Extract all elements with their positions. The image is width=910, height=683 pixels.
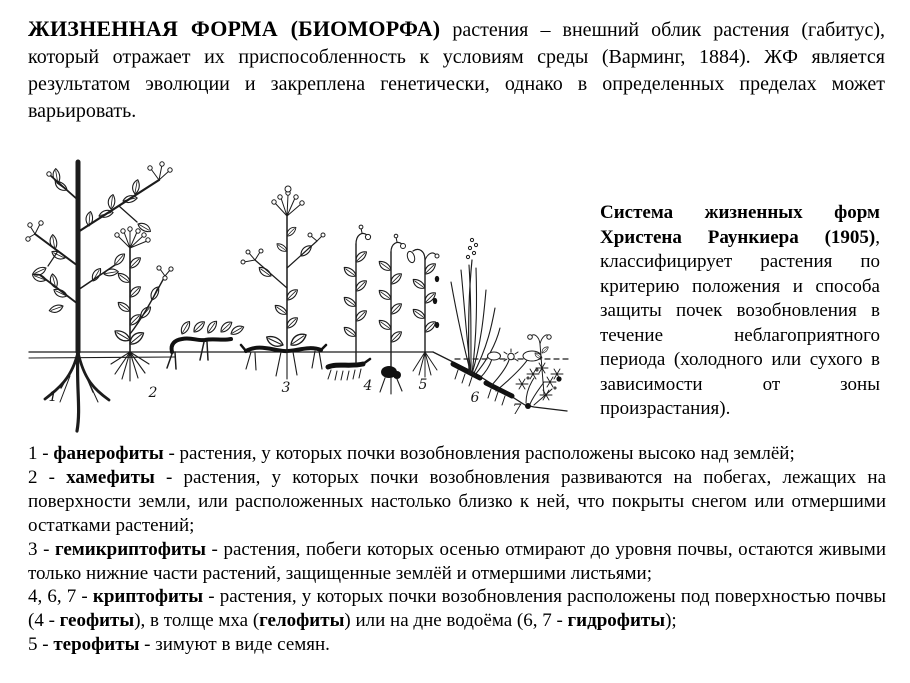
- raunkiaer-system-note: Система жизненных форм Христена Раункиера (1905), классифицирует растения по критерию положения и способа защиты почек возобновления в течение неблагоприятного периода (холодного или сухого в зависимости от зоны произрастания).: [600, 202, 880, 419]
- figure-label-3: 3: [281, 380, 291, 396]
- life-forms-drawing: [25, 148, 585, 440]
- plant-7-hydrophyte-submerged: [516, 335, 563, 405]
- legend-item-therophytes: 5 - терофиты - зимуют в виде семян.: [28, 634, 330, 656]
- water-flower: [508, 353, 514, 359]
- seed-dot: [433, 298, 437, 304]
- raunkiaer-life-forms-figure: [25, 148, 585, 440]
- life-forms-legend: [28, 442, 886, 657]
- legend-item-cryptophytes: 4, 6, 7 - криптофиты - растения, у которых почки возобновления расположены под поверхностью почвы (4 - геофиты), в толще мха (гелофиты) или на дне водоёма (6, 7 - гидрофиты);: [28, 586, 886, 632]
- figure-number-labels: [49, 377, 522, 418]
- plant-5-therophyte: [406, 249, 439, 377]
- plant-4-geophyte-rhizome: [328, 225, 371, 380]
- legend-item-phanerophytes: 1 - фанерофиты - растения, у которых почки возобновления расположены высоко над землёй;: [28, 443, 795, 464]
- plant-2-chamaephyte: [111, 227, 173, 381]
- figure-label-1: 1: [48, 389, 58, 405]
- floating-leaf: [523, 351, 541, 361]
- figure-label-6: 6: [470, 390, 480, 406]
- floating-leaf: [488, 352, 501, 360]
- intro-paragraph: ЖИЗНЕННАЯ ФОРМА (БИОМОРФА) растения – внешний облик растения (габитус), который отражает их приспособленность к условиям среды (Варминг, 1884). ЖФ является результатом эволюции и закреплена генетически, однако в определенных пределах может варьировать.: [28, 16, 885, 122]
- plant-creeping-chamaephyte: [167, 319, 245, 369]
- legend-item-chamaephytes: 2 - хамефиты - растения, у которых почки возобновления развиваются на побегах, лежащих на поверхности земли, или расположенных настолько близко к ней, что покрыты снегом или отмершими остатками растений;: [28, 466, 887, 536]
- figure-label-7: 7: [512, 402, 522, 418]
- plant-3-hemicryptophyte: [241, 186, 326, 379]
- figure-label-2: 2: [148, 385, 158, 401]
- plant-6-hydrophyte: [451, 238, 541, 405]
- figure-label-4: 4: [363, 378, 373, 394]
- figure-label-5: 5: [418, 377, 428, 393]
- seed-dot: [435, 322, 439, 328]
- legend-item-hemicryptophytes: 3 - гемикриптофиты - растения, побеги которых осенью отмирают до уровня почвы, остаются живыми только нижние части растений, защищенные землёй и отмершими листьями;: [28, 538, 886, 584]
- seed-dot: [435, 276, 439, 282]
- plant-4b-geophyte-tuber: [377, 234, 405, 394]
